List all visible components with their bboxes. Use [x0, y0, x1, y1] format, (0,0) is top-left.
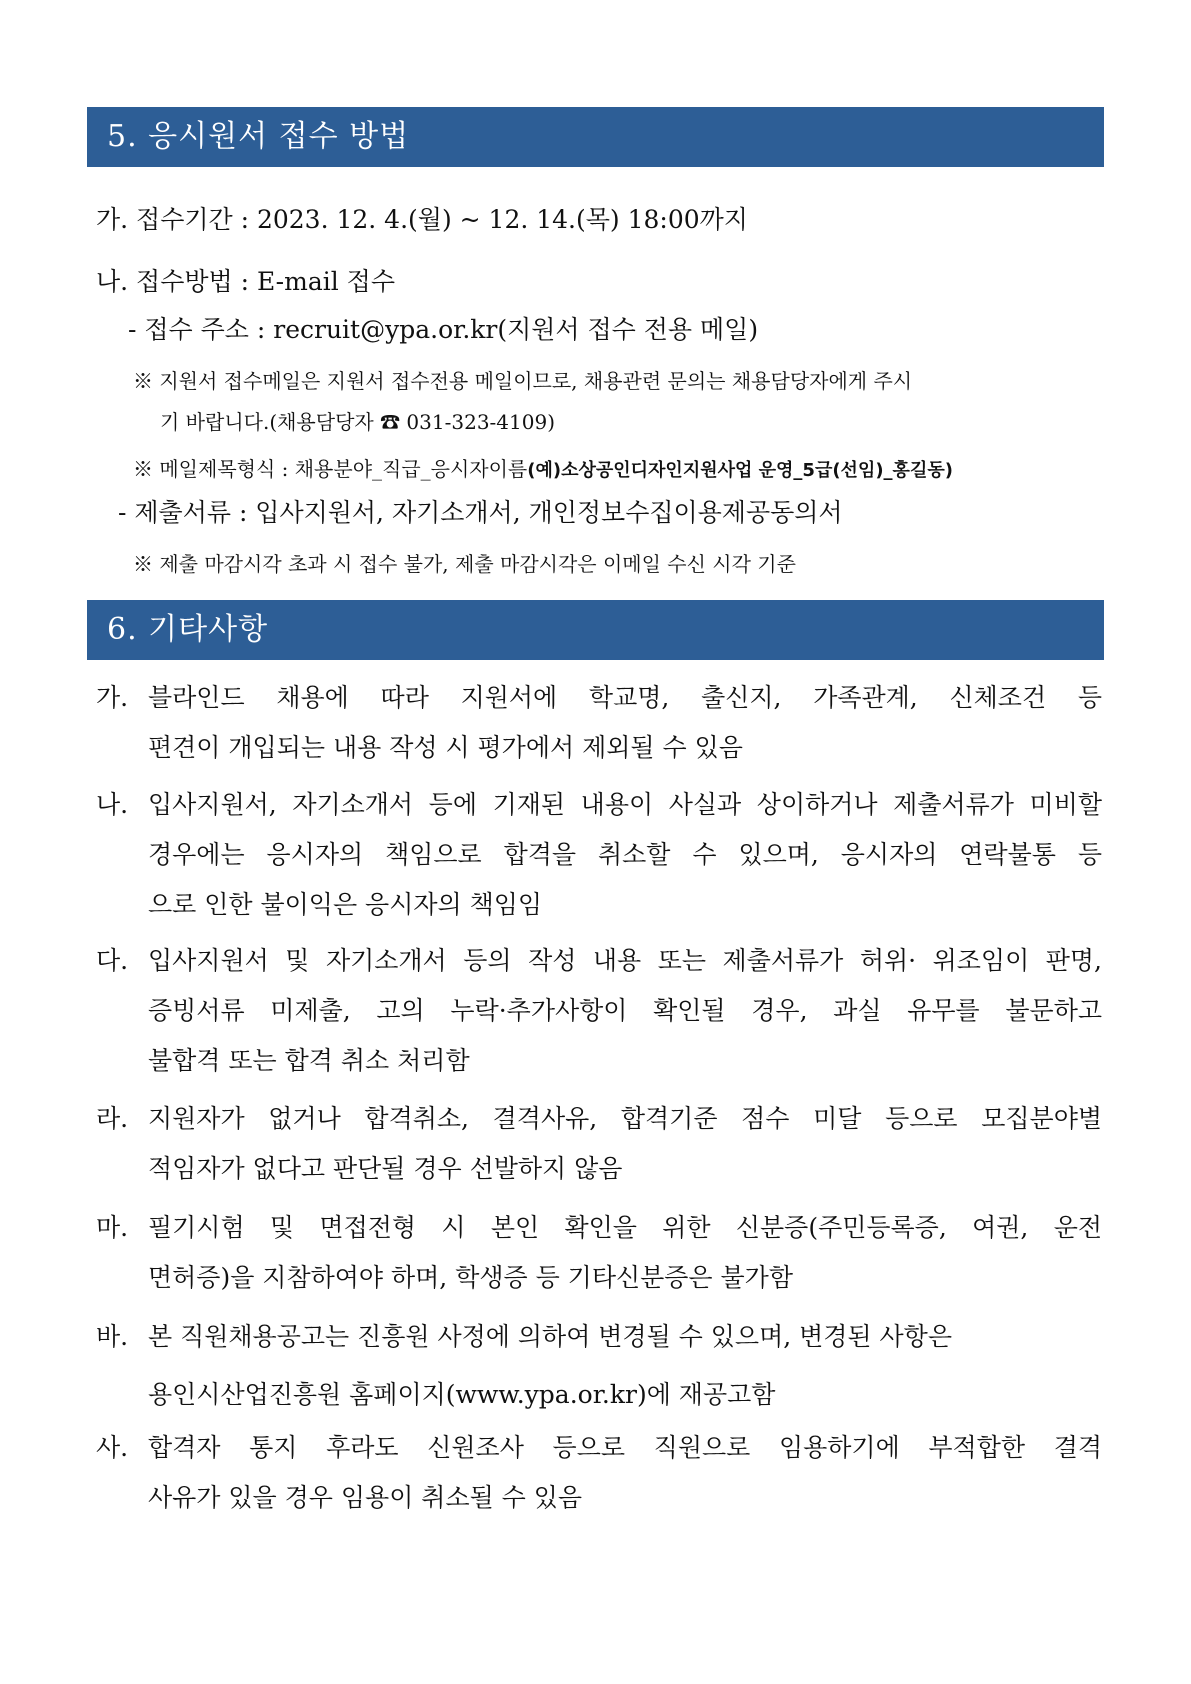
- item-label: 나.: [96, 790, 129, 819]
- item-line: 면허증)을 지참하여야 하며, 학생증 등 기타신분증은 불가함: [148, 1263, 793, 1292]
- item-label: 라.: [96, 1104, 129, 1133]
- item-line: 필기시험 및 면접전형 시 본인 확인을 위한 신분증(주민등록증, 여권, 운전: [148, 1213, 1102, 1242]
- item-label: 마.: [96, 1213, 129, 1242]
- item-line: 블라인드 채용에 따라 지원서에 학교명, 출신지, 가족관계, 신체조건 등: [148, 683, 1102, 712]
- item-line: 증빙서류 미제출, 고의 누락·추가사항이 확인될 경우, 과실 유무를 불문하고: [148, 996, 1102, 1025]
- list-item: [96, 1094, 1102, 1194]
- item-line: 사유가 있을 경우 임용이 취소될 수 있음: [148, 1483, 583, 1512]
- section-5-header: [87, 107, 1104, 167]
- item-label: 가.: [96, 683, 129, 712]
- section-6-header: [87, 600, 1104, 660]
- note-subject-example: (예)소상공인디자인지원사업 운영_5급(선임)_홍길동): [527, 460, 953, 481]
- note-subject-prefix: ※ 메일제목형식 : 채용분야_직급_응시자이름: [133, 457, 528, 481]
- item-line: 으로 인한 불이익은 응시자의 책임임: [148, 890, 543, 919]
- submission-documents: - 제출서류 : 입사지원서, 자기소개서, 개인정보수집이용제공동의서: [118, 498, 843, 527]
- item-label: 다.: [96, 946, 129, 975]
- item-line: 불합격 또는 합격 취소 처리함: [148, 1046, 470, 1075]
- item-line: 적임자가 없다고 판단될 경우 선발하지 않음: [148, 1154, 623, 1183]
- list-item: [96, 673, 1102, 773]
- item-label: 바.: [96, 1322, 129, 1351]
- note-email-line1: ※ 지원서 접수메일은 지원서 접수전용 메일이므로, 채용관련 문의는 채용담당자에게 주시: [133, 369, 913, 393]
- note-email-line2: 기 바랍니다.(채용담당자 ☎ 031-323-4109): [160, 410, 555, 434]
- item-label: 사.: [96, 1433, 129, 1462]
- item-line: 입사지원서, 자기소개서 등에 기재된 내용이 사실과 상이하거나 제출서류가 미비할: [148, 790, 1102, 819]
- note-deadline: ※ 제출 마감시각 초과 시 접수 불가, 제출 마감시각은 이메일 수신 시각 기준: [133, 552, 796, 576]
- list-item: [96, 1203, 1102, 1303]
- list-item: [96, 936, 1102, 1086]
- item-line: 용인시산업진흥원 홈페이지(www.ypa.or.kr)에 재공고함: [148, 1380, 776, 1409]
- note-subject-format: [133, 453, 953, 482]
- receipt-address: - 접수 주소 : recruit@ypa.or.kr(지원서 접수 전용 메일): [128, 315, 759, 344]
- item-line: 입사지원서 및 자기소개서 등의 작성 내용 또는 제출서류가 허위· 위조임이 판명,: [148, 946, 1102, 975]
- receipt-method: 나. 접수방법 : E-mail 접수: [96, 267, 395, 296]
- item-line: 본 직원채용공고는 진흥원 사정에 의하여 변경될 수 있으며, 변경된 사항은: [148, 1322, 952, 1351]
- item-line: 편견이 개입되는 내용 작성 시 평가에서 제외될 수 있음: [148, 733, 743, 762]
- item-line: 지원자가 없거나 합격취소, 결격사유, 합격기준 점수 미달 등으로 모집분야별: [148, 1104, 1102, 1133]
- item-line: 경우에는 응시자의 책임으로 합격을 취소할 수 있으며, 응시자의 연락불통 등: [148, 840, 1102, 869]
- list-item: [96, 1423, 1102, 1523]
- list-item: [96, 1312, 1102, 1420]
- item-line: 합격자 통지 후라도 신원조사 등으로 직원으로 임용하기에 부적합한 결격: [148, 1433, 1102, 1462]
- list-item: [96, 780, 1102, 930]
- receipt-period: 가. 접수기간 : 2023. 12. 4.(월) ~ 12. 14.(목) 18:00까지: [96, 205, 748, 234]
- section-6-title: 6. 기타사항: [107, 612, 269, 647]
- section-5-title: 5. 응시원서 접수 방법: [107, 119, 410, 154]
